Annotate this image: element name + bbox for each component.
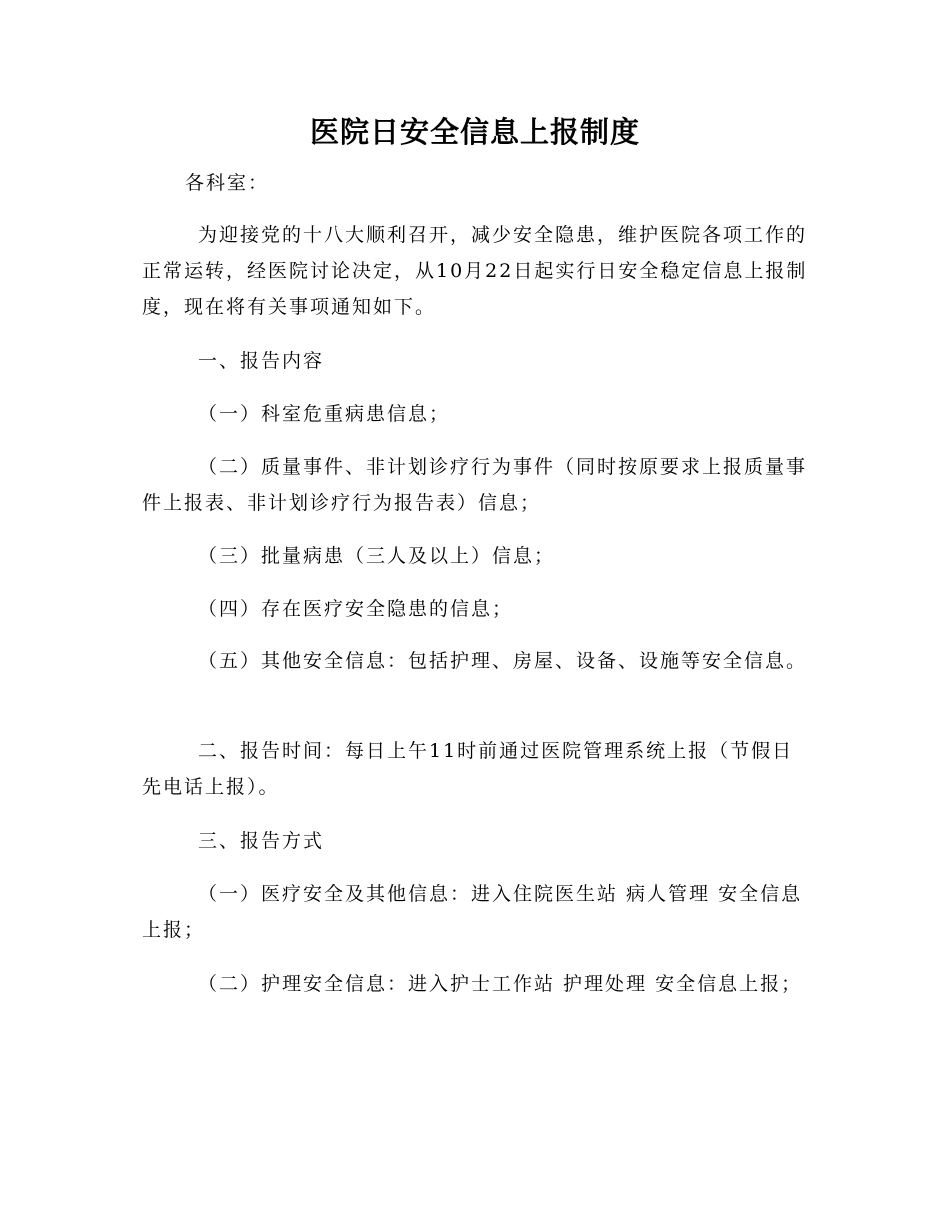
list-item-safety-hazards: （四）存在医疗安全隐患的信息； <box>198 598 514 620</box>
list-item-medical-safety: （一）医疗安全及其他信息：进入住院医生站 病人管理 安全信息上报； <box>142 883 803 941</box>
section-heading-report-time: 二、报告时间：每日上午11时前通过医院管理系统上报（节假日先电话上报）。 <box>142 740 794 798</box>
list-item-critical-patients: （一）科室危重病患信息； <box>198 403 451 425</box>
salutation: 各科室： <box>185 172 270 194</box>
document-title: 医院日安全信息上报制度 <box>309 115 640 149</box>
list-item-batch-patients: （三）批量病患（三人及以上）信息； <box>198 545 556 567</box>
section-heading-report-method: 三、报告方式 <box>198 830 325 852</box>
list-item-quality-events: （二）质量事件、非计划诊疗行为事件（同时按原要求上报质量事件上报表、非计划诊疗行为报告表）信息； <box>142 456 808 514</box>
list-item-nursing-safety: （二）护理安全信息：进入护士工作站 护理处理 安全信息上报； <box>198 973 803 995</box>
list-item-other-safety: （五）其他安全信息：包括护理、房屋、设备、设施等安全信息。 <box>198 650 808 672</box>
section-heading-report-content: 一、报告内容 <box>198 350 325 372</box>
paragraph-intro: 为迎接党的十八大顺利召开，减少安全隐患，维护医院各项工作的正常运转，经医院讨论决定，从10月22日起实行日安全稳定信息上报制度，现在将有关事项通知如下。 <box>142 224 808 318</box>
